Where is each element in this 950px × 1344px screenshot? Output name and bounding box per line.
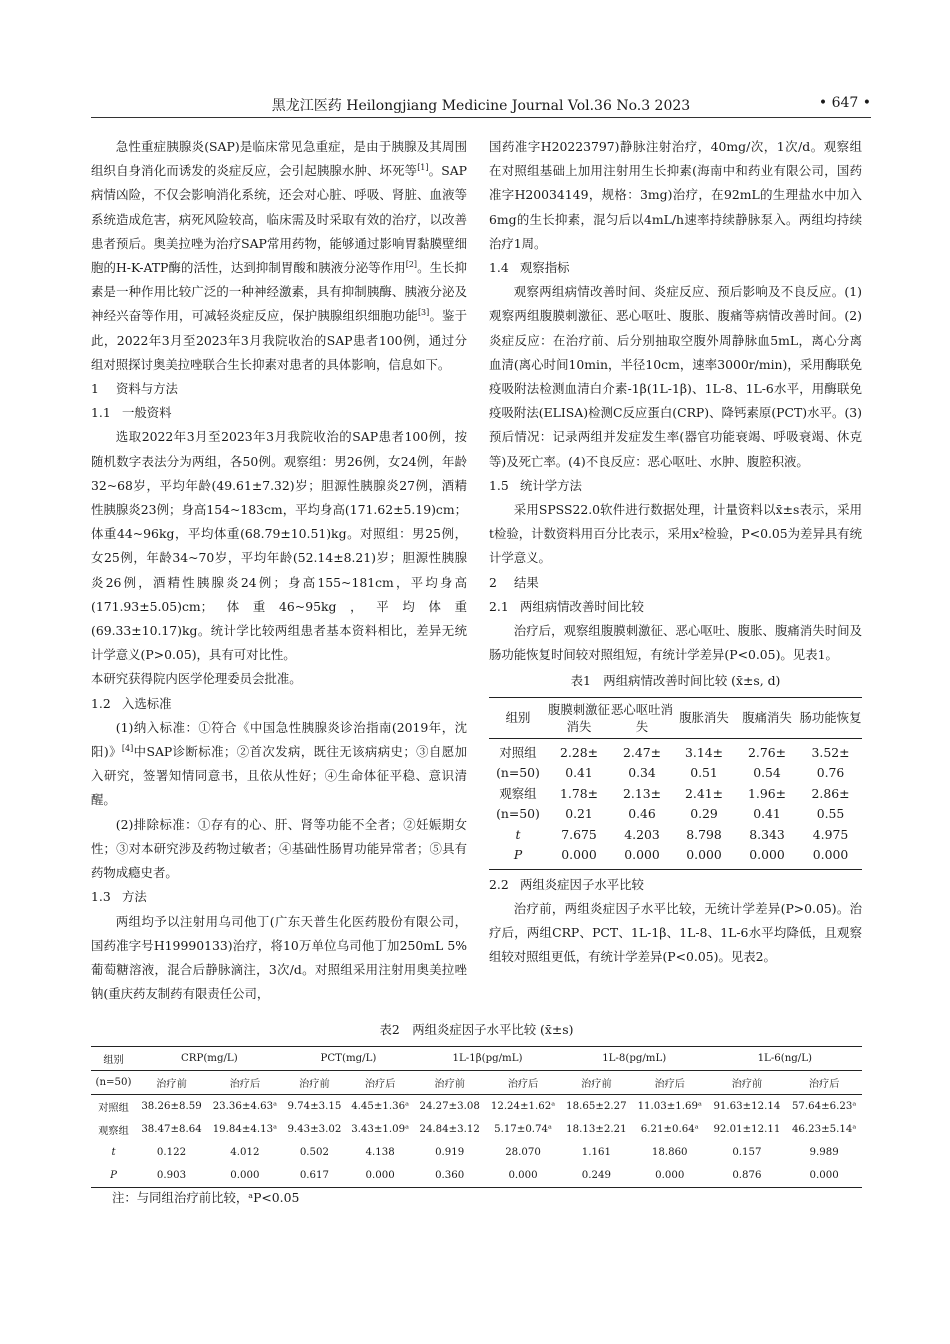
table-cell: 9.43±3.02 — [287, 1123, 342, 1135]
table-cell: 2.28± — [560, 744, 598, 760]
table-cell: 0.34 — [628, 765, 656, 781]
table-cell: 0.157 — [732, 1146, 762, 1158]
table-2-block — [91, 1022, 862, 1188]
table-cell: 9.989 — [809, 1146, 839, 1158]
table-header: 治疗前 — [136, 1071, 207, 1095]
table-header: 腹痛消失 — [735, 697, 799, 738]
section-2-heading: 2 结果 — [489, 574, 539, 590]
journal-title: 黑龙江医药 Heilongjiang Medicine Journal Vol.36 No.3 2023 — [271, 98, 691, 114]
table-cell: 0.502 — [299, 1146, 329, 1158]
table-cell: 0.41 — [753, 806, 781, 822]
table-cell: 0.000 — [230, 1169, 260, 1181]
section-1-3-text: 两组均予以注射用乌司他丁(广东天普生化医药股份有限公司，国药准字号H19990133)治疗，将10万单位乌司他丁加250mL 5%葡萄糖溶液，混合后静脉滴注，3次/d。对照组采用注射用奥美拉唑钠(重庆药友制药有限责任公司， — [91, 913, 467, 1002]
table-2-note: 注：与同组治疗前比较，ᵃP<0.05 — [112, 1190, 300, 1205]
table-cell: 1.161 — [581, 1146, 611, 1158]
table-cell: 2.47± — [623, 744, 661, 760]
table-row — [489, 845, 862, 869]
table-row — [91, 1164, 862, 1187]
table-header: 肠功能恢复 — [799, 697, 862, 738]
table-cell: P — [513, 847, 523, 863]
table-cell: 0.55 — [816, 806, 845, 822]
inclusion-criteria: (1)纳入标准：①符合《中国急性胰腺炎诊治指南(2019年，沈阳)》[4]中SAP诊断标准；②首次发病，既往无该病病史；③自愿加入研究，签署知情同意书，且依从性好；④生命体征平稳、意识清醒。 — [91, 719, 467, 808]
citation-1[interactable]: [1] — [417, 163, 429, 173]
table-cell: 观察组 — [98, 1125, 129, 1137]
table-1 — [489, 697, 862, 870]
citation-4[interactable]: [4] — [121, 743, 134, 753]
table-header: 1L-8(pg/mL) — [561, 1047, 708, 1071]
page-header — [91, 92, 871, 118]
table-row — [489, 738, 862, 763]
table-cell: 38.26±8.59 — [141, 1100, 202, 1112]
section-2-1-text: 治疗后，观察组腹膜刺激征、恶心呕吐、腹胀、腹痛消失时间及肠功能恢复时间较对照组短，有统计学差异(P<0.05)。见表1。 — [489, 623, 862, 663]
page-number: • 647 • — [818, 95, 871, 111]
table-cell: 4.012 — [230, 1146, 260, 1158]
table-header: 治疗后 — [485, 1071, 561, 1095]
table-header: 组别 — [103, 1055, 124, 1066]
section-2-2-text: 治疗前，两组炎症因子水平比较，无统计学差异(P>0.05)。治疗后，两组CRP、PCT、1L-1β、1L-8、1L-6水平均降低，且观察组较对照组更低，有统计学差异(P<0.05)。见表2。 — [489, 900, 862, 965]
table-cell: 0.000 — [812, 847, 849, 863]
table-cell: 19.84±4.13ᵃ — [212, 1123, 278, 1135]
table-cell: 18.13±2.21 — [566, 1123, 627, 1135]
table-header: 治疗前 — [283, 1071, 346, 1095]
table-cell: 0.360 — [435, 1169, 465, 1181]
table-cell: 0.903 — [156, 1169, 187, 1181]
table-2-caption: 表2 两组炎症因子水平比较 (x̄±s) — [379, 1022, 574, 1037]
table-cell: 对照组 — [499, 744, 537, 760]
table-header: 治疗后 — [207, 1071, 283, 1095]
section-1-5-text: 采用SPSS22.0软件进行数据处理，计量资料以x̄±s表示，采用t检验，计数资料用百分比表示，采用x²检验，P<0.05为差异具有统计学意义。 — [489, 502, 863, 566]
exclusion-criteria: (2)排除标准：①存有的心、肝、肾等功能不全者；②妊娠期女性；③对本研究涉及药物过敏者；④基础性肠胃功能异常者；⑤具有药物成瘾史者。 — [91, 816, 467, 881]
table-1-caption: 表1 两组病情改善时间比较 (x̄±s, d) — [570, 673, 781, 689]
table-header: 治疗后 — [632, 1071, 708, 1095]
table-header: (n=50) — [91, 1071, 136, 1095]
section-1-3-heading: 1.3 方法 — [91, 889, 147, 905]
table-cell: 0.41 — [565, 765, 593, 781]
table-cell: t — [111, 1146, 116, 1158]
table-row — [91, 1095, 862, 1118]
table-cell: 4.45±1.36ᵃ — [351, 1100, 410, 1112]
table-header: 治疗前 — [561, 1071, 632, 1095]
table-header: PCT(mg/L) — [283, 1047, 414, 1071]
table-cell: 0.000 — [508, 1169, 538, 1181]
section-1-5-heading: 1.5 统计学方法 — [489, 477, 582, 493]
ethics-statement: 本研究获得院内医学伦理委员会批准。 — [91, 671, 302, 687]
citation-2[interactable]: [2] — [405, 259, 418, 269]
table-cell: 0.46 — [628, 806, 656, 822]
table-cell: 3.14± — [685, 744, 723, 760]
table-cell: 0.000 — [561, 847, 597, 863]
table-cell: 9.74±3.15 — [287, 1100, 342, 1112]
table-cell: 0.54 — [753, 765, 781, 781]
table-row — [91, 1118, 862, 1141]
table-cell: 0.122 — [156, 1146, 187, 1158]
table-header: 治疗后 — [786, 1071, 862, 1095]
table-cell: 4.203 — [624, 826, 660, 842]
table-cell: 0.000 — [624, 847, 660, 863]
table-cell: 0.51 — [690, 765, 718, 781]
table-cell: 3.52± — [811, 744, 850, 760]
table-cell: 0.000 — [686, 847, 722, 863]
table-cell: 0.249 — [581, 1169, 611, 1181]
section-1-2-heading: 1.2 入选标准 — [91, 695, 172, 711]
table-cell: 7.675 — [561, 826, 597, 842]
section-1-1-heading: 1.1 一般资料 — [91, 405, 172, 421]
intro-paragraph: 急性重症胰腺炎(SAP)是临床常见急重症，是由于胰腺及其周围组织自身消化而诱发的炎症反应，会引起胰腺水肿、坏死等[1]。SAP病情凶险，不仅会影响消化系统，还会对心脏、呼吸、肾脏、血液等系统造成危害，病死风险较高，临床需及时采取有效的治疗，以改善患者预后。奥美拉唑为治疗SAP常用药物，能够通过影响胃黏膜壁细胞的H-K-ATP酶的活性，达到抑制胃酸和胰液分泌等作用[2]。生长抑素是一种作用比较广泛的一种神经激素，具有抑制胰酶、胰液分泌及神经兴奋等作用，可减轻炎症反应，保护胰腺组织细胞功能[3]。鉴于此，2022年3月至2023年3月我院收治的SAP患者100例，通过分组对照探讨奥美拉唑联合生长抑素对患者的具体影响，信息如下。 — [91, 139, 468, 372]
table-cell: 观察组 — [499, 785, 537, 801]
table-cell: 18.860 — [651, 1146, 688, 1158]
table-row — [489, 804, 862, 825]
table-cell: 2.76± — [748, 744, 786, 760]
table-cell: 0.000 — [749, 847, 785, 863]
table-cell: 92.01±12.11 — [713, 1123, 781, 1135]
table-header: 腹膜刺激征消失 — [547, 697, 611, 738]
table-header: CRP(mg/L) — [136, 1047, 283, 1071]
table-row — [489, 784, 862, 805]
table-cell: (n=50) — [496, 765, 540, 781]
table-cell: 57.64±6.23ᵃ — [791, 1100, 857, 1112]
table-cell: 4.975 — [812, 826, 849, 842]
table-cell: 18.65±2.27 — [566, 1100, 627, 1112]
table-cell: 0.919 — [435, 1146, 465, 1158]
table-cell: 1.96± — [748, 785, 786, 801]
table-cell: 23.36±4.63ᵃ — [212, 1100, 278, 1112]
table-cell: 4.138 — [365, 1146, 395, 1158]
table-header: 组别 — [489, 697, 547, 738]
table-cell: 2.13± — [623, 785, 661, 801]
table-cell: 8.343 — [749, 826, 785, 842]
table-cell: 3.43±1.09ᵃ — [351, 1123, 410, 1135]
table-cell: 91.63±12.14 — [713, 1100, 781, 1112]
table-header: 治疗前 — [708, 1071, 787, 1095]
table-cell: (n=50) — [496, 806, 540, 822]
table-cell: 0.000 — [809, 1169, 839, 1181]
table-header: 1L-1β(pg/mL) — [414, 1047, 561, 1071]
table-cell: 0.21 — [565, 806, 593, 822]
table-cell: 对照组 — [98, 1102, 129, 1114]
table-header: 1L-6(ng/L) — [708, 1047, 862, 1071]
left-column — [91, 135, 467, 1006]
table-2 — [91, 1046, 862, 1188]
table-cell: P — [110, 1169, 117, 1181]
table-cell: 24.84±3.12 — [419, 1123, 480, 1135]
section-2-2-heading: 2.2 两组炎症因子水平比较 — [489, 876, 644, 892]
section-1-1-text: 选取2022年3月至2023年3月我院收治的SAP患者100例，按随机数字表法分为两组，各50例。观察组：男26例，女24例，年龄32~68岁，平均年龄(49.61±7.32)岁；胆源性胰腺炎27例，酒精性胰腺炎23例；身高154~183cm，平均身高(171.62±5.19)cm；体重44~96kg，平均体重(68.79±10.51)kg。对照组：男25例，女25例，年龄34~70岁，平均年龄(52.14±8.21)岁；胆源性胰腺炎26例，酒精性胰腺炎24例；身高155~181cm，平均身高(171.93±5.05)cm；体重46~95kg，平均体重(69.33±10.17)kg。统计学比较两组患者基本资料相比，差异无统计学意义(P>0.05)，具有可对比性。 — [91, 429, 467, 663]
table-header: 治疗后 — [346, 1071, 414, 1095]
table-cell: 28.070 — [505, 1146, 541, 1158]
table-header: 腹胀消失 — [673, 697, 735, 738]
table-cell: 0.876 — [732, 1169, 762, 1181]
table-cell: 0.617 — [299, 1169, 329, 1181]
table-cell: 0.000 — [365, 1169, 395, 1181]
section-1-3-continued: 国药准字H20223797)静脉注射治疗，40mg/次，1次/d。观察组在对照组基础上加用注射用生长抑素(海南中和药业有限公司，国药准字H20034149，规格：3mg)治疗，在92mL的生理盐水中加入6mg的生长抑素，混匀后以4mL/h速率持续静脉泵入。两组均持续治疗1周。 — [489, 139, 862, 251]
table-cell: 1.78± — [560, 785, 598, 801]
table-header: 恶心呕吐消失 — [611, 697, 673, 738]
section-1-4-text: 观察两组病情改善时间、炎症反应、预后影响及不良反应。(1)观察两组腹膜刺激征、恶心呕吐、腹胀、腹痛等病情改善时间。(2)炎症反应：在治疗前、后分别抽取空腹外周静脉血5mL，离心分离血清(离心时间10min，半径10cm，速率3000r/min)，采用酶联免疫吸附法检测血清白介素-1β(1L-1β)、1L-8、1L-6水平，用酶联免疫吸附法(ELISA)检测C反应蛋白(CRP)、降钙素原(PCT)水平。(3)预后情况：记录两组并发症发生率(器官功能衰竭、呼吸衰竭、休克等)及死亡率。(4)不良反应：恶心呕吐、水肿、腹腔积液。 — [489, 284, 862, 469]
table-cell: 2.41± — [685, 785, 723, 801]
section-2-1-heading: 2.1 两组病情改善时间比较 — [489, 598, 644, 614]
section-1-4-heading: 1.4 观察指标 — [489, 260, 570, 276]
table-cell: t — [515, 826, 521, 842]
table-cell: 24.27±3.08 — [419, 1100, 480, 1112]
table-cell: 11.03±1.69ᵃ — [637, 1100, 702, 1112]
table-cell: 6.21±0.64ᵃ — [640, 1123, 699, 1135]
table-cell: 0.76 — [816, 765, 845, 781]
section-1-heading: 1 资料与方法 — [91, 381, 178, 397]
table-row — [489, 763, 862, 784]
citation-3[interactable]: [3] — [417, 308, 430, 318]
table-cell: 46.23±5.14ᵃ — [791, 1123, 857, 1135]
table-cell: 0.000 — [655, 1169, 685, 1181]
table-row — [489, 825, 862, 846]
table-cell: 12.24±1.62ᵃ — [490, 1100, 556, 1112]
table-cell: 0.29 — [690, 806, 718, 822]
table-row — [91, 1141, 862, 1164]
table-cell: 5.17±0.74ᵃ — [494, 1123, 552, 1135]
table-cell: 38.47±8.64 — [141, 1123, 202, 1135]
table-header: 治疗前 — [414, 1071, 485, 1095]
right-column — [489, 135, 862, 969]
table-cell: 8.798 — [686, 826, 722, 842]
table-cell: 2.86± — [811, 785, 850, 801]
